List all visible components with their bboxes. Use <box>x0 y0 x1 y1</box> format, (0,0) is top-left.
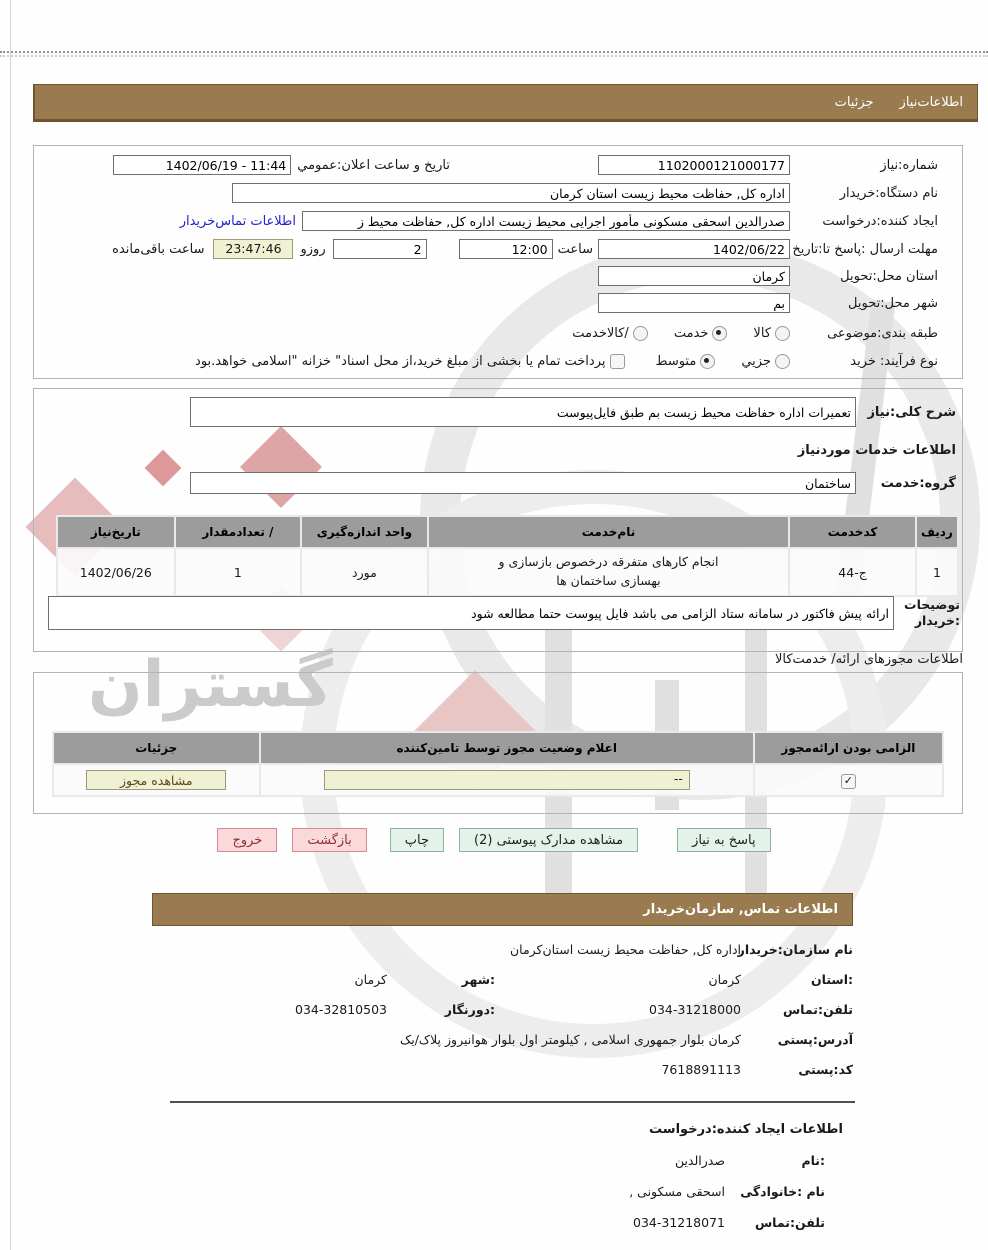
top-dotted-separator-2 <box>0 55 988 57</box>
contact-postal-label: کد:پستی <box>798 1062 853 1077</box>
contact-org-label: نام سازمان:خریدار <box>737 942 853 957</box>
delivery-city-label: شهر محل:تحویل <box>848 295 938 311</box>
cell-service-name: انجام کارهای متفرقه درخصوص بازسازی و بهسازی ساختمان ها <box>428 548 790 596</box>
contact-postal-value: 7618891113 <box>661 1062 741 1077</box>
need-description-box <box>33 388 963 652</box>
buyer-notes-label <box>894 597 962 628</box>
process-medium-label: متوسط <box>655 353 697 369</box>
contact-city-value: کرمان <box>354 972 387 987</box>
buyer-notes-row <box>34 595 962 631</box>
category-goods-radio[interactable] <box>775 326 790 341</box>
cell-license-required <box>754 764 943 796</box>
contact-org-row <box>152 942 853 972</box>
contact-fax-label: :دورنگار <box>444 1002 495 1017</box>
request-creator-row <box>34 210 962 232</box>
tab-details[interactable]: جزئیات <box>834 94 874 110</box>
license-table <box>52 731 944 797</box>
request-creator-field[interactable] <box>302 211 790 231</box>
remaining-days-field[interactable] <box>333 239 427 259</box>
col-license-status: اعلام وضعیت مجوز توسط تامین‌کننده <box>260 732 754 764</box>
col-quantity: / تعدادمقدار <box>175 516 302 548</box>
buyer-contact-section <box>152 942 853 1092</box>
delivery-city-field[interactable] <box>598 293 790 313</box>
license-table-header-row <box>53 732 943 764</box>
creator-family-row <box>443 1184 843 1215</box>
buyer-org-field[interactable] <box>232 183 790 203</box>
delivery-city-row <box>34 292 962 314</box>
cell-license-status <box>260 764 754 796</box>
process-petty-label: جزیي <box>741 353 771 369</box>
process-medium-radio[interactable] <box>700 354 715 369</box>
reply-deadline-row <box>34 238 962 260</box>
treasury-payment-label: پرداخت تمام یا بخشی از مبلغ خرید،از محل اسناد" خزانه "اسلامی خواهد.بود <box>195 353 606 369</box>
announce-datetime-field[interactable] <box>113 155 291 175</box>
cell-service-code: ج-44 <box>789 548 916 596</box>
buyer-contact-bar: اطلاعات تماس, سازمان‌خریدار <box>152 893 853 926</box>
announce-datetime-label: تاریخ و ساعت اعلان:عمومي <box>297 157 450 173</box>
contact-address-label: آدرس:پستی <box>777 1032 853 1047</box>
license-table-row <box>53 764 943 796</box>
cell-unit: مورد <box>301 548 428 596</box>
contact-city-label: :شهر <box>461 972 495 987</box>
col-need-date: تاریخ‌نیاز <box>57 516 175 548</box>
service-group-row <box>34 471 962 495</box>
category-service-radio[interactable] <box>712 326 727 341</box>
creator-name-label: :نام <box>801 1153 825 1168</box>
services-table <box>56 515 959 597</box>
creator-name-row <box>443 1153 843 1184</box>
col-service-code: کدخدمت <box>789 516 916 548</box>
process-type-label: نوع فرآیند: خرید <box>850 353 938 369</box>
view-attachments-button[interactable]: مشاهده مدارک پیوستی (2) <box>459 828 638 852</box>
creator-name-value: صدرالدین <box>674 1153 725 1168</box>
remaining-time-value: 23:47:46 <box>213 239 293 259</box>
deadline-time-field[interactable] <box>459 239 553 259</box>
need-number-row <box>34 154 962 176</box>
delivery-province-field[interactable] <box>598 266 790 286</box>
print-button[interactable]: چاپ <box>390 828 444 852</box>
back-button[interactable]: بازگشت <box>292 828 366 852</box>
process-petty-radio[interactable] <box>775 354 790 369</box>
creator-family-label: نام :خانوادگی <box>740 1184 825 1199</box>
creator-phone-value: 034-31218071 <box>633 1215 725 1230</box>
license-required-checkbox[interactable]: ✓ <box>841 774 856 789</box>
buyer-org-label: نام دستگاه:خریدار <box>839 185 938 201</box>
top-dotted-separator <box>0 51 988 53</box>
contact-address-row <box>152 1032 853 1062</box>
creator-phone-row <box>443 1215 843 1246</box>
action-buttons-row <box>0 828 988 852</box>
buyer-contact-link[interactable]: اطلاعات تماس‌خریدار <box>179 213 296 229</box>
service-group-field[interactable] <box>190 472 856 494</box>
remaining-days-label: روزو <box>300 241 326 257</box>
buyer-org-row <box>34 182 962 204</box>
contact-postal-row <box>152 1062 853 1092</box>
contact-province-value: کرمان <box>708 972 741 987</box>
service-table-row <box>57 548 958 596</box>
contact-phone-fax-row <box>152 1002 853 1032</box>
creator-phone-label: تلفن:تماس <box>754 1215 825 1230</box>
contact-province-label: :استان <box>810 972 853 987</box>
category-goods-label: کالا <box>753 325 771 341</box>
category-service-label: خدمت <box>673 325 709 341</box>
overall-desc-label: شرح کلی:نیاز <box>867 404 956 420</box>
need-number-field[interactable] <box>598 155 790 175</box>
remaining-time-label: ساعت باقی‌مانده <box>112 241 205 257</box>
creator-family-value: اسحقی مسکونی , <box>629 1184 725 1199</box>
contact-address-value: کرمان بلوار جمهوری اسلامی , کیلومتر اول بلوار هوانیروز پلاک/یک <box>400 1032 741 1047</box>
need-number-label: شماره:نیاز <box>880 157 938 173</box>
deadline-hour-label: ساعت <box>557 241 593 257</box>
license-status-field: -- <box>324 770 690 790</box>
overall-desc-field[interactable] <box>190 397 856 427</box>
treasury-payment-checkbox[interactable] <box>610 354 625 369</box>
cell-need-date: 1402/06/26 <box>57 548 175 596</box>
cell-license-details <box>53 764 260 796</box>
tab-need-info[interactable]: اطلاعات‌نیاز <box>899 94 963 110</box>
overall-desc-row <box>34 397 962 427</box>
request-creator-label: ایجاد کننده:درخواست <box>822 213 938 229</box>
need-summary-box <box>33 145 963 379</box>
buyer-notes-label-line2: :خریدار <box>914 613 960 628</box>
view-license-button[interactable]: مشاهده مجوز <box>86 770 226 790</box>
services-heading-row <box>34 439 962 461</box>
deadline-date-field[interactable] <box>598 239 790 259</box>
buyer-notes-field[interactable] <box>48 596 894 630</box>
col-license-required: الزامی بودن ارائه‌مجوز <box>754 732 943 764</box>
subject-category-label: طبقه بندی:موضوعی <box>827 325 938 341</box>
delivery-province-row <box>34 265 962 287</box>
col-unit: واحد اندازه‌گیری <box>301 516 428 548</box>
delivery-province-label: استان محل:تحویل <box>840 268 938 284</box>
services-table-header-row <box>57 516 958 548</box>
page-left-border <box>10 0 11 1250</box>
contact-phone-value: 034-31218000 <box>649 1002 741 1017</box>
cell-row-no: 1 <box>916 548 958 596</box>
contact-phone-label: تلفن:تماس <box>782 1002 853 1017</box>
watermark-logo-text: گستران <box>88 648 333 722</box>
reply-to-need-button[interactable]: پاسخ به نیاز <box>677 828 771 852</box>
contact-org-value: اداره کل, حفاظت محیط زیست استان‌کرمان <box>509 942 741 957</box>
license-box <box>33 672 963 814</box>
request-creator-heading: اطلاعات ایجاد کننده:درخواست <box>649 1122 843 1137</box>
col-row-no: ردیف <box>916 516 958 548</box>
col-service-name: نام‌خدمت <box>428 516 790 548</box>
services-heading: اطلاعات خدمات موردنیاز <box>797 442 956 458</box>
contact-province-city-row <box>152 972 853 1002</box>
reply-deadline-label: مهلت ارسال :پاسخ تا:تاریخ <box>792 241 938 257</box>
tab-bar <box>33 84 978 122</box>
license-section-heading: اطلاعات مجوزهای ارائه/ خدمت‌کالا <box>774 652 963 667</box>
buyer-notes-label-line1: توضیحات <box>904 597 960 613</box>
cell-quantity: 1 <box>175 548 302 596</box>
category-goods-service-radio[interactable] <box>633 326 648 341</box>
request-creator-section <box>443 1122 843 1246</box>
service-group-label: گروه:خدمت <box>880 475 956 491</box>
exit-button[interactable]: خروج <box>217 828 277 852</box>
process-type-row <box>34 350 962 372</box>
section-divider <box>170 1101 855 1103</box>
subject-category-row <box>34 322 962 344</box>
category-goods-service-label: /کالاخدمت <box>572 325 629 341</box>
col-license-details: جزئیات <box>53 732 260 764</box>
contact-fax-value: 034-32810503 <box>295 1002 387 1017</box>
